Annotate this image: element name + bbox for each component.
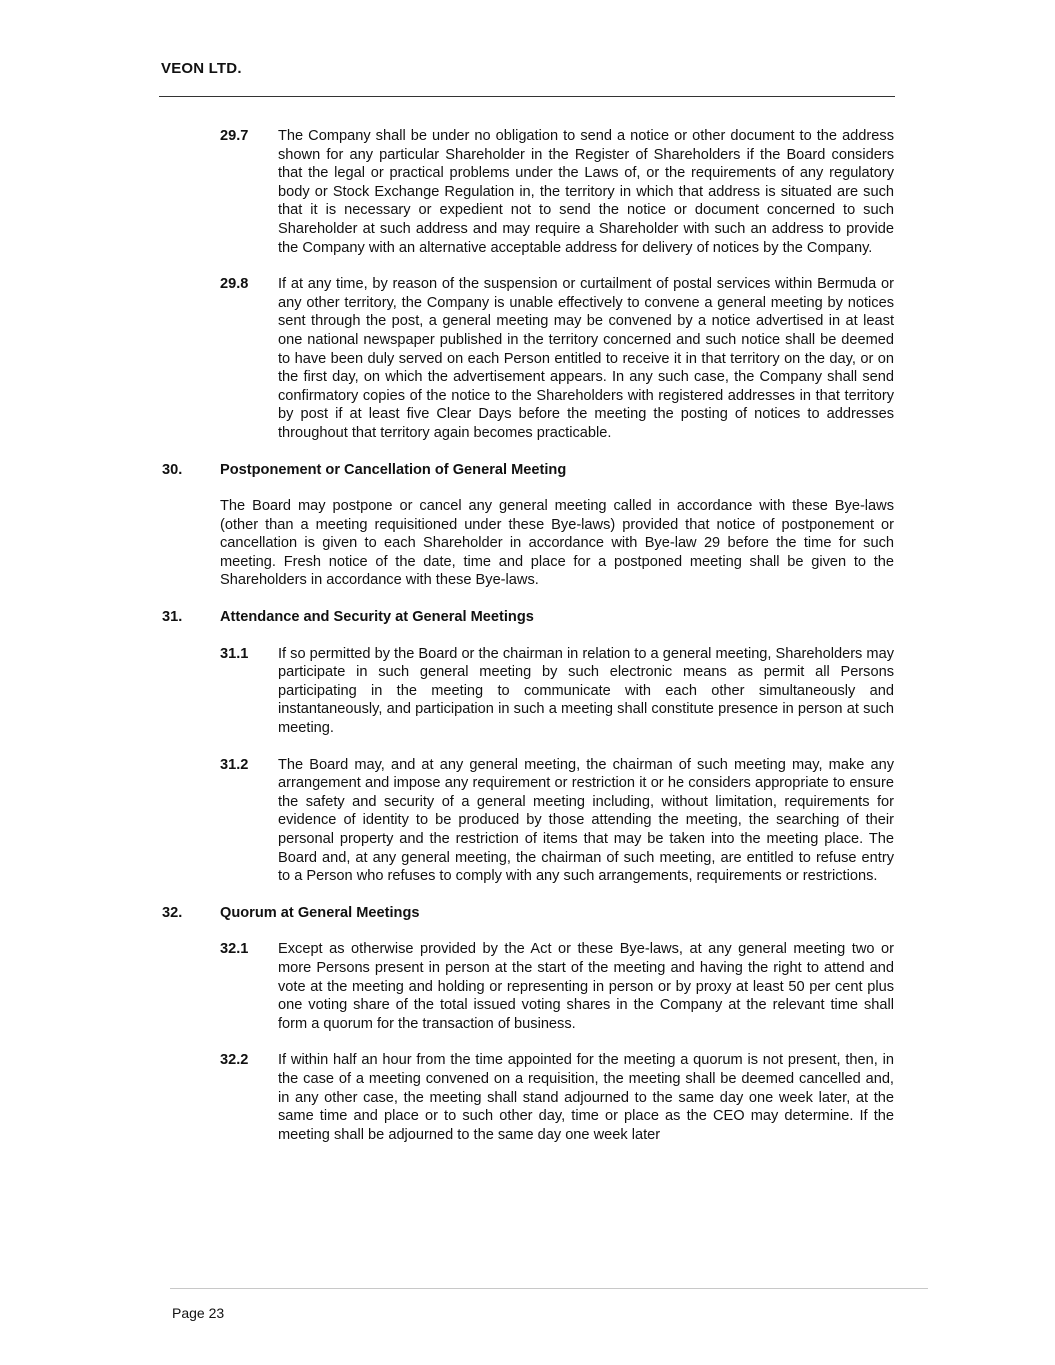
clause-32-2 <box>220 1051 894 1144</box>
section-32-heading <box>162 904 894 923</box>
section-number: 30. <box>162 461 183 478</box>
section-30-heading <box>162 461 894 480</box>
section-number: 31. <box>162 609 183 626</box>
section-number: 32. <box>162 904 183 921</box>
company-header-title: VEON LTD. <box>161 60 242 77</box>
page-number: Page 23 <box>172 1305 225 1321</box>
clause-number: 32.1 <box>220 941 249 958</box>
clause-text: The Company shall be under no obligation to send a notice or other document to the address shown for any particular Shareholder in the Register of Shareholders if the Board considers that the legal or practical problems under the Laws of, or the requirements of any regulatory body or Stock Exchange Regulation in, the territory in which that address is situated are such that it is necessary or expedient not to send the notice or document concerned to such Shareholder at such address and may require a Shareholder with such an address to provide the Company with an alternative acceptable address for delivery of notices by the Company. <box>278 128 894 256</box>
section-30-paragraph: The Board may postpone or cancel any general meeting called in accordance with these Bye-laws (other than a meeting requisitioned under these Bye-laws) provided that notice of postponement or cancellation is given to each Shareholder in accordance with Bye-law 29 before the time for such meeting. Fresh notice of the date, time and place for a postponed meeting shall be given to the Shareholders in accordance with these Bye-laws. <box>220 498 894 589</box>
clause-number: 31.1 <box>220 645 249 662</box>
clause-31-1 <box>220 645 894 738</box>
clause-32-1 <box>220 940 894 1033</box>
clause-text: If within half an hour from the time appointed for the meeting a quorum is not present, then, in the case of a meeting convened on a requisition, the meeting shall be deemed cancelled and, in any other case, the meeting shall stand adjourned to the same day one week later, at the same time and place or to such other day, time or place as the CEO may determine. If the meeting shall be adjourned to the same day one week later <box>278 1052 894 1143</box>
clause-number: 29.8 <box>220 276 249 293</box>
clause-number: 31.2 <box>220 756 249 773</box>
clause-number: 32.2 <box>220 1052 249 1069</box>
footer-divider <box>170 1288 928 1289</box>
section-title: Postponement or Cancellation of General Meeting <box>220 461 567 478</box>
clause-text: If at any time, by reason of the suspension or curtailment of postal services within Bermuda or any other territory, the Company is unable effectively to convene a general meeting by notices sent through the post, a general meeting may be convened by a notice advertised in at least one national newspaper published in the territory concerned and such notice shall be deemed to have been duly served on each Person entitled to receive it in that territory on the day, or on the first day, on which the advertisement appears. In any such case, the Company shall send confirmatory copies of the notice to the Shareholders with registered addresses in that territory by post if at least five Clear Days before the meeting the posting of notices to addresses throughout that territory again becomes practicable. <box>278 276 894 441</box>
clause-number: 29.7 <box>220 128 249 144</box>
clause-text: Except as otherwise provided by the Act or these Bye-laws, at any general meeting two or more Persons present in person at the start of the meeting and having the right to attend and vote at the meeting and holding or representing in person or by proxy at least 50 per cent plus one voting share of the total issued voting shares in the Company at the relevant time shall form a quorum for the transaction of business. <box>278 941 894 1032</box>
section-31-heading <box>162 608 894 627</box>
clause-31-2 <box>220 756 894 886</box>
clause-text: The Board may, and at any general meeting, the chairman of such meeting may, make any arrangement and impose any requirement or restriction it or he considers appropriate to ensure the safety and security of a general meeting including, without limitation, requirements for evidence of identity to be produced by those attending the meeting, the searching of their personal property and the restriction of items that may be taken into the meeting place. The Board and, at any general meeting, the chairman of such meeting, are entitled to refuse entry to a Person who refuses to comply with any such arrangements, requirements or restrictions. <box>278 756 894 885</box>
header-divider <box>159 96 895 97</box>
clause-text: If so permitted by the Board or the chairman in relation to a general meeting, Shareholders may participate in such general meeting by such electronic means as permit all Persons participating in the meeting to communicate with each other simultaneously and instantaneously, and participation in such a meeting shall constitute presence in person at such meeting. <box>278 645 894 737</box>
document-body <box>162 127 894 1162</box>
clause-29-8 <box>220 275 894 442</box>
section-title: Attendance and Security at General Meetings <box>220 609 534 626</box>
clause-29-7 <box>220 127 894 257</box>
section-title: Quorum at General Meetings <box>220 904 420 921</box>
